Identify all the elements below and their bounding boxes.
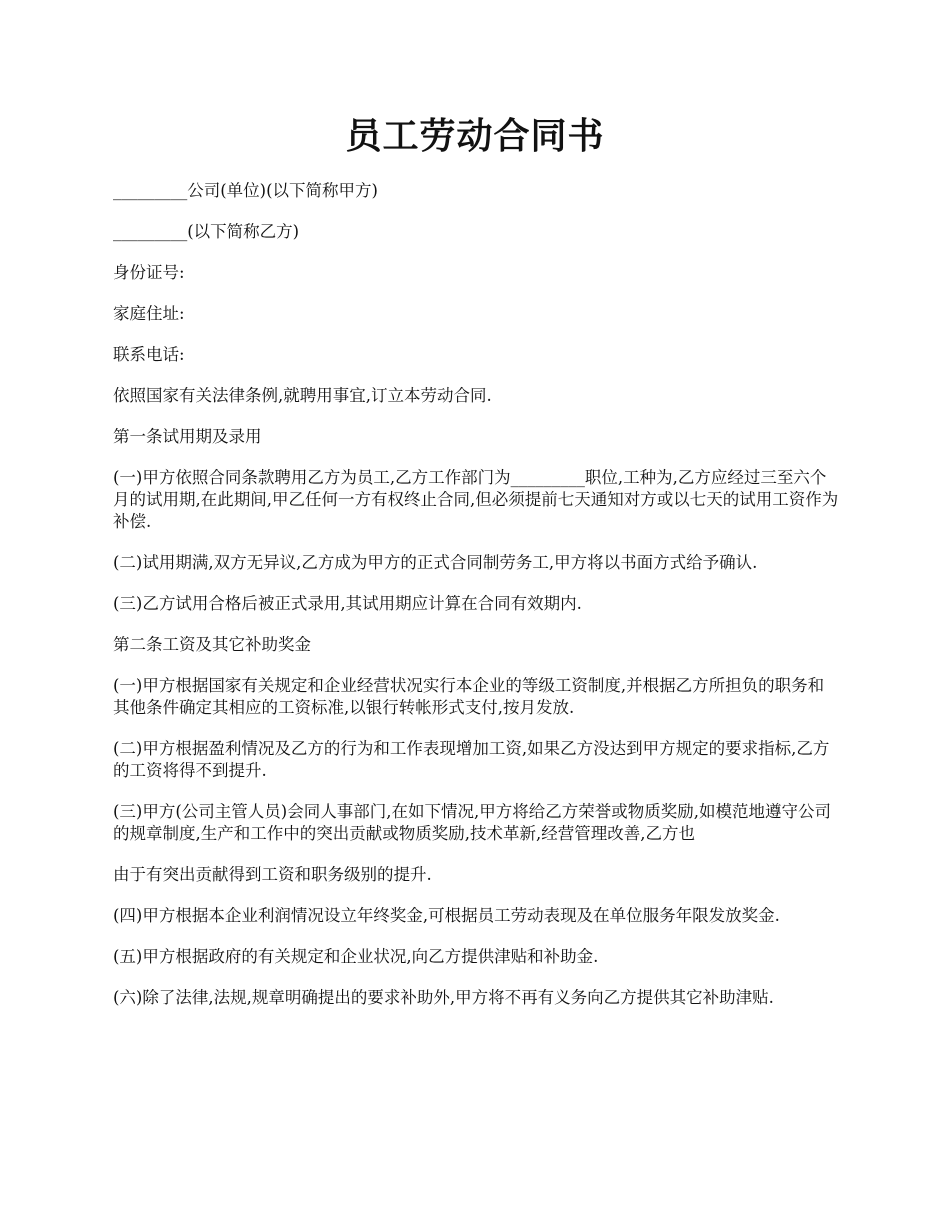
article-2-clause-1: (一)甲方根据国家有关规定和企业经营状况实行本企业的等级工资制度,并根据乙方所担负的职务和其他条件确定其相应的工资标准,以银行转帐形式支付,按月发放. — [113, 676, 825, 717]
id-number-line: 身份证号: — [113, 263, 185, 282]
party-b-line: _________(以下简称乙方) — [113, 222, 300, 241]
document-title: 员工劳动合同书 — [345, 115, 605, 157]
article-1-heading: 第一条试用期及录用 — [113, 427, 262, 446]
article-1-clause-1: (一)甲方依照合同条款聘用乙方为员工,乙方工作部门为_________职位,工种为,乙方应经过三至六个月的试用期,在此期间,甲乙任何一方有权终止合同,但必须提前七天通知对方或以七天的试用工资作为补偿. — [113, 468, 839, 531]
article-2-clause-3: (三)甲方(公司主管人员)会同人事部门,在如下情况,甲方将给乙方荣誉或物质奖励,如模范地遵守公司的规章制度,生产和工作中的突出贡献或物质奖励,技术革新,经营管理改善,乙方也 — [113, 802, 831, 843]
home-address-line: 家庭住址: — [113, 304, 185, 323]
phone-line: 联系电话: — [113, 345, 185, 364]
article-2-clause-4: (四)甲方根据本企业利润情况设立年终奖金,可根据员工劳动表现及在单位服务年限发放奖金. — [113, 906, 780, 925]
article-1-clause-3: (三)乙方试用合格后被正式录用,其试用期应计算在合同有效期内. — [113, 594, 582, 613]
article-2-clause-3-continued: 由于有突出贡献得到工资和职务级别的提升. — [113, 865, 432, 884]
document-body — [113, 180, 839, 1028]
party-a-line: _________公司(单位)(以下简称甲方) — [113, 181, 378, 200]
article-1-clause-2: (二)试用期满,双方无异议,乙方成为甲方的正式合同制劳务工,甲方将以书面方式给予确认. — [113, 553, 758, 572]
article-2-clause-6: (六)除了法律,法规,规章明确提出的要求补助外,甲方将不再有义务向乙方提供其它补助津贴. — [113, 988, 774, 1007]
article-2-clause-2: (二)甲方根据盈利情况及乙方的行为和工作表现增加工资,如果乙方没达到甲方规定的要求指标,乙方的工资将得不到提升. — [113, 739, 830, 780]
preamble: 依照国家有关法律条例,就聘用事宜,订立本劳动合同. — [113, 386, 492, 405]
article-2-clause-5: (五)甲方根据政府的有关规定和企业状况,向乙方提供津贴和补助金. — [113, 947, 599, 966]
article-2-heading: 第二条工资及其它补助奖金 — [113, 635, 311, 654]
